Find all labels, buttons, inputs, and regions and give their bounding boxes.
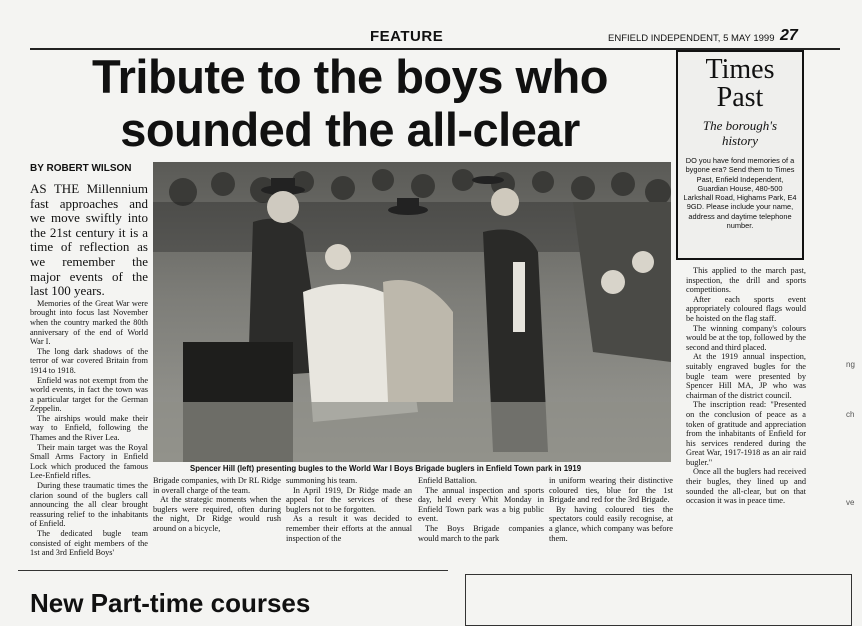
paragraph: After each sports event appropriately coloured flags would be hoisted on the flag staff.	[686, 294, 806, 323]
times-past-subtitle-line-2: history	[721, 133, 759, 148]
paragraph: As a result it was decided to remember their efforts at the annual inspection of the	[286, 514, 412, 543]
bottom-advert-box	[465, 574, 852, 626]
paragraph: Once all the buglers had received their bugles, they lined up and sounded the all-clear, but on that occasion it was in peace time.	[686, 467, 806, 506]
byline: BY ROBERT WILSON	[30, 163, 132, 174]
headline	[25, 50, 675, 156]
paragraph: This applied to the march past, inspection, the drill and sports competitions.	[686, 266, 806, 295]
paragraph: During these traumatic times the clarion sound of the buglers call announcing the all clear brought reassuring relief to the inhabitants of Enfield.	[30, 481, 148, 529]
paragraph: summoning his team.	[286, 476, 358, 485]
paragraph: The annual inspection and sports day, held every Whit Monday in Enfield Town park was a big public event.	[418, 485, 544, 524]
article-column-2	[153, 476, 281, 534]
headline-line-1: Tribute to the boys who	[92, 50, 608, 103]
headline-line-2: sounded the all-clear	[120, 103, 580, 156]
paragraph: Memories of the Great War were brought into focus last November when the country marked the 80th anniversary of the end of World War I.	[30, 298, 148, 347]
times-past-title-line-1: Times	[705, 54, 775, 85]
paper-date: ENFIELD INDEPENDENT, 5 MAY 1999	[608, 33, 775, 44]
bottom-rule	[18, 570, 448, 571]
paragraph: The Boys Brigade companies would march to the park	[418, 523, 544, 543]
section-label: FEATURE	[370, 28, 444, 45]
margin-mark: ve	[846, 498, 855, 507]
article-column-6	[686, 266, 806, 506]
paragraph: The inscription read: "Presented on the conclusion of peace as a token of gratitude and appreciation from the inhabitants of Enfield for his services rendered during the Great War, 1917-1918 as an air raid bugler."	[686, 400, 806, 467]
paragraph: Brigade companies, with Dr RL Ridge in overall charge of the team.	[153, 476, 281, 495]
article-column-1	[30, 182, 148, 558]
times-past-subtitle	[678, 118, 802, 148]
photo-illustration	[153, 162, 671, 462]
article-column-3	[286, 476, 412, 543]
article-column-5	[549, 476, 673, 543]
margin-mark: ch	[846, 410, 855, 419]
photo-caption: Spencer Hill (left) presenting bugles to the World War I Boys Brigade buglers in Enfield Town park in 1919	[190, 464, 582, 473]
paragraph: At the 1919 annual inspection, suitably engraved bugles for the bugle team were presented by Spencer Hill MA, JP who was chairman of the district council.	[686, 352, 806, 400]
paragraph: The winning company's colours would be at the top, followed by the second and third placed.	[686, 323, 806, 352]
paragraph: In April 1919, Dr Ridge made an appeal for the services of these buglers not to be forgotten.	[286, 485, 412, 514]
paragraph: Their main target was the Royal Small Arms Factory in Enfield Lock which produced the famous Lee-Enfield rifles.	[30, 442, 148, 481]
page-number: 27	[780, 27, 798, 44]
paragraph: in uniform wearing their distinctive coloured ties, blue for the 1st Brigade and red for the 3rd Brigade.	[549, 476, 673, 505]
paragraph: The dedicated bugle team consisted of eight members of the 1st and 3rd Enfield Boys'	[30, 529, 148, 558]
paragraph: Enfield was not exempt from the world events, in fact the town was a particular target for the German Zeppelin.	[30, 375, 148, 414]
times-past-title	[678, 56, 802, 112]
times-past-body: DO you have fond memories of a bygone era? Send them to Times Past, Enfield Independent, Guardian House, 480-500 Larkshall Road, Highams Park, E4 9GD. Please include your name, address and daytime telephone number.	[683, 156, 797, 231]
paragraph: The airships would make their way to Enfield, following the Thames and the River Lea.	[30, 413, 148, 443]
lead-paragraph: AS THE Millennium fast approaches and we move swiftly into the 21st century it is a time of reflection as we remember the major events of the last 100 years.	[30, 181, 148, 299]
article-column-4	[418, 476, 544, 543]
news-photo	[153, 162, 671, 462]
paragraph: By having coloured ties the spectators could easily recognise, at a glance, which company was before them.	[549, 504, 673, 543]
paragraph: The long dark shadows of the terror of war covered Britain from 1914 to 1918.	[30, 346, 148, 375]
bottom-teaser-headline: New Part-time courses	[30, 588, 311, 618]
times-past-subtitle-line-1: The borough's	[702, 118, 778, 133]
times-past-box	[676, 50, 804, 260]
paragraph: Enfield Battalion.	[418, 476, 477, 485]
times-past-title-line-2: Past	[716, 82, 764, 113]
paragraph: At the strategic moments when the buglers were required, often during the night, Dr Ridge would rush around on a bicycle,	[153, 495, 281, 533]
margin-mark: ng	[846, 360, 855, 369]
